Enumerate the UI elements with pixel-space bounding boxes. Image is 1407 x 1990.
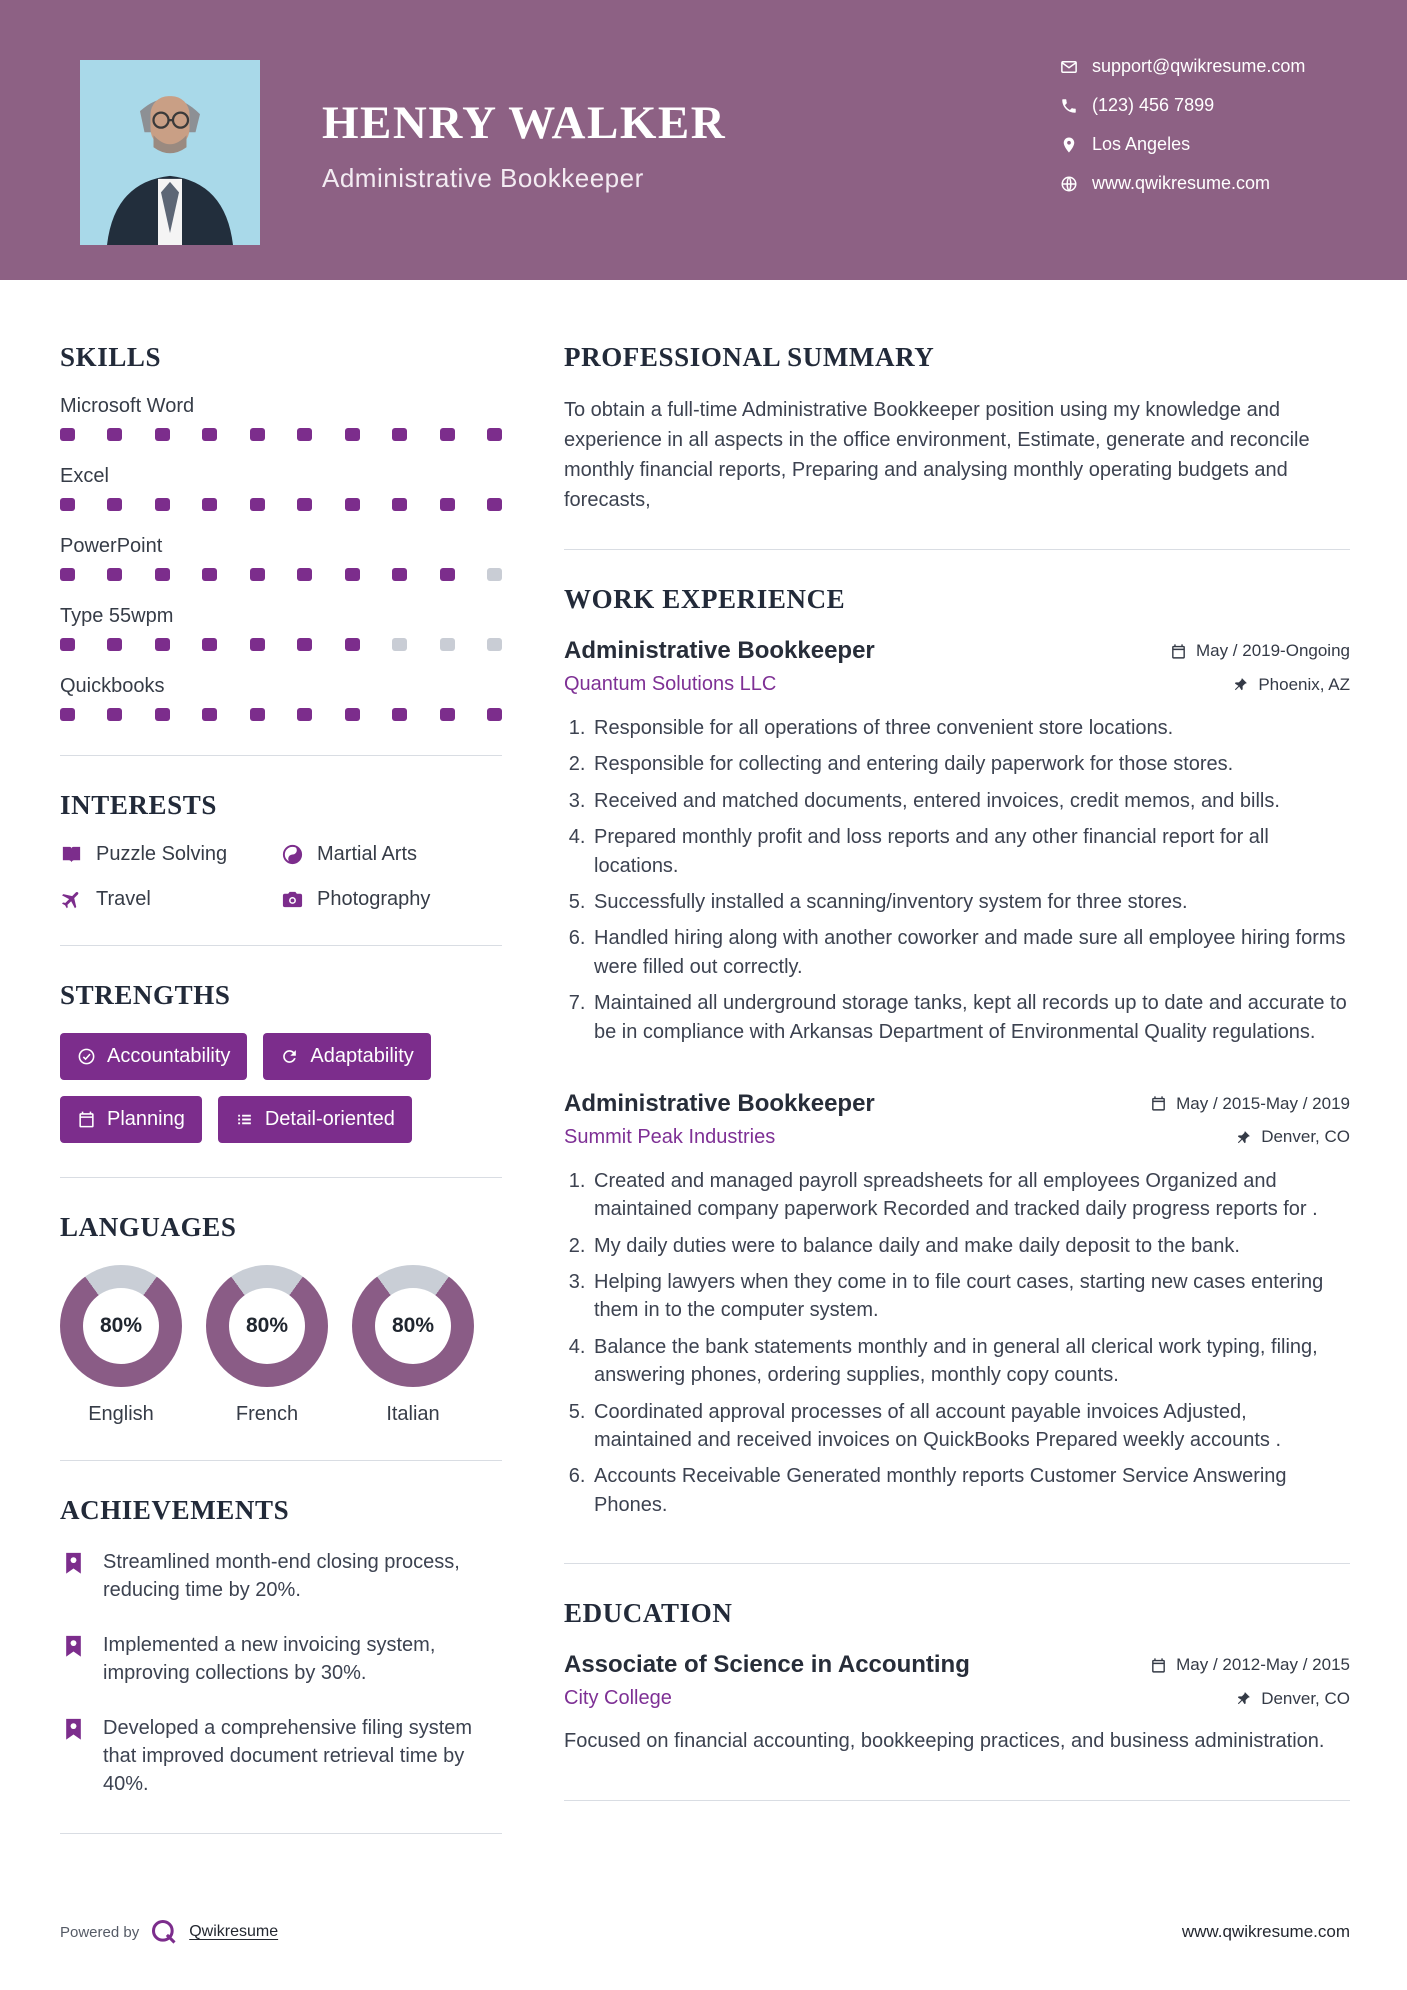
left-column [60, 342, 502, 1868]
interests-heading: INTERESTS [60, 790, 217, 820]
skill-rating-dot [392, 428, 407, 441]
skill-rating-dot [487, 568, 502, 581]
achievement-text: Streamlined month-end closing process, reducing time by 20%. [103, 1551, 460, 1602]
skill-rating-dot [107, 638, 122, 651]
skill-rating [60, 708, 502, 721]
strength-label: Detail-oriented [264, 1108, 395, 1130]
divider [564, 1563, 1350, 1564]
education-heading: EDUCATION [564, 1598, 733, 1629]
contact-location [1060, 134, 1305, 155]
contact-location-text: Los Angeles [1092, 134, 1191, 154]
award-ribbon-icon [60, 1633, 87, 1660]
location-pin-icon [1235, 1129, 1252, 1146]
education-date [1150, 1655, 1350, 1675]
interest-label: Martial Arts [317, 843, 418, 865]
job-bullet: 5. Successfully installed a scanning/inventory system for three stores. [591, 888, 1350, 916]
strength-badge [60, 1033, 247, 1080]
skill-rating-dot [487, 498, 502, 511]
skill-rating-dot [155, 498, 170, 511]
skill-rating-dot [297, 708, 312, 721]
skill-rating [60, 428, 502, 441]
skill-rating-dot [345, 638, 360, 651]
achievement-text: Implemented a new invoicing system, improving collections by 30%. [103, 1633, 436, 1685]
divider [564, 1800, 1350, 1801]
achievement-item [60, 1631, 502, 1688]
skill-name: Type 55wpm [60, 605, 174, 627]
right-column [564, 342, 1350, 1868]
list-icon [235, 1110, 254, 1129]
job-entry-title: Administrative Bookkeeper [564, 1089, 875, 1117]
strength-badge [218, 1096, 412, 1143]
skill-rating-dot [107, 428, 122, 441]
job-company: Quantum Solutions LLC [564, 673, 777, 695]
skill-rating-dot [202, 498, 217, 511]
job-entry [564, 1090, 1350, 1519]
skill-rating-dot [60, 568, 75, 581]
skill-rating-dot [297, 568, 312, 581]
language-item [60, 1265, 182, 1426]
skill-rating-dot [250, 638, 265, 651]
contact-email[interactable] [1060, 56, 1305, 77]
divider [60, 945, 502, 946]
job-location [1232, 675, 1350, 695]
contact-email-text: support@qwikresume.com [1092, 56, 1306, 76]
interest-item [281, 843, 502, 866]
skill-rating-dot [487, 428, 502, 441]
job-date-text: May / 2015-May / 2019 [1176, 1093, 1350, 1113]
header [0, 0, 1407, 280]
skill-rating-dot [107, 568, 122, 581]
interest-item [60, 843, 281, 866]
skill-rating-dot [250, 428, 265, 441]
language-percent: 80% [229, 1288, 305, 1364]
skill-item [60, 465, 502, 511]
language-donut-chart [352, 1265, 474, 1387]
divider [60, 1177, 502, 1178]
education-description: Focused on financial accounting, bookkeeping practices, and business administration. [564, 1730, 1325, 1753]
qwikresume-brand-link[interactable]: Qwikresume [189, 1923, 279, 1940]
skill-rating-dot [440, 428, 455, 441]
skill-rating-dot [250, 498, 265, 511]
calendar-icon [1150, 1095, 1167, 1112]
profile-photo-image [80, 60, 260, 245]
job-bullet: 4. Prepared monthly profit and loss reports and any other financial report for all locations. [591, 823, 1350, 880]
skill-rating-dot [250, 568, 265, 581]
skill-rating-dot [155, 708, 170, 721]
skill-rating-dot [440, 638, 455, 651]
skill-rating-dot [345, 568, 360, 581]
skill-rating-dot [487, 708, 502, 721]
skill-rating-dot [155, 428, 170, 441]
experience-heading: WORK EXPERIENCE [564, 584, 846, 614]
interest-label: Photography [317, 888, 431, 910]
skill-rating [60, 638, 502, 651]
skill-item [60, 605, 502, 651]
contact-phone-text: (123) 456 7899 [1092, 95, 1215, 115]
phone-icon [1060, 97, 1078, 115]
strength-label: Accountability [107, 1045, 231, 1067]
language-label: English [88, 1403, 154, 1425]
job-bullet-list [564, 1167, 1350, 1519]
language-item [206, 1265, 328, 1426]
skill-rating-dot [392, 708, 407, 721]
email-icon [1060, 58, 1078, 76]
language-percent: 80% [375, 1288, 451, 1364]
skill-rating-dot [60, 428, 75, 441]
skills-heading: SKILLS [60, 342, 162, 372]
divider [60, 755, 502, 756]
interests-list [60, 843, 502, 911]
award-ribbon-icon [60, 1550, 87, 1577]
divider [564, 549, 1350, 550]
plane-icon [60, 888, 83, 911]
award-ribbon-icon [60, 1716, 87, 1743]
skill-rating-dot [440, 708, 455, 721]
calendar-icon [1170, 643, 1187, 660]
location-pin-icon [1235, 1690, 1252, 1707]
identity-block [322, 97, 727, 194]
skill-rating-dot [392, 568, 407, 581]
skill-name: Microsoft Word [60, 395, 195, 417]
job-bullet: 6. Handled hiring along with another coworker and made sure all employee hiring forms were filled out correctly. [591, 924, 1350, 981]
education-degree: Associate of Science in Accounting [564, 1651, 970, 1679]
interest-item [281, 888, 502, 911]
job-bullet: 3. Helping lawyers when they come in to file court cases, starting new cases entering them in to the computer system. [591, 1268, 1350, 1325]
skill-rating-dot [107, 708, 122, 721]
skill-rating-dot [107, 498, 122, 511]
skill-name: Quickbooks [60, 675, 165, 697]
skill-rating-dot [60, 498, 75, 511]
contact-website[interactable] [1060, 173, 1305, 194]
job-location-text: Denver, CO [1261, 1127, 1350, 1147]
skill-rating-dot [202, 568, 217, 581]
education-location [1235, 1689, 1350, 1709]
job-bullet: 1. Responsible for all operations of three convenient store locations. [591, 714, 1350, 742]
education-school: City College [564, 1687, 672, 1710]
language-donut-chart [206, 1265, 328, 1387]
check-circle-icon [77, 1047, 96, 1066]
interest-item [60, 888, 281, 911]
language-label: Italian [386, 1403, 440, 1425]
skill-rating-dot [297, 498, 312, 511]
achievement-text: Developed a comprehensive filing system that improved document retrieval time by 40%. [103, 1716, 473, 1796]
skill-rating [60, 568, 502, 581]
interest-label: Puzzle Solving [96, 843, 228, 865]
education-date-text: May / 2012-May / 2015 [1176, 1655, 1350, 1675]
skill-rating-dot [202, 638, 217, 651]
skill-name: PowerPoint [60, 535, 163, 557]
job-bullet: 2. Responsible for collecting and entering daily paperwork for those stores. [591, 750, 1350, 778]
skill-rating-dot [297, 638, 312, 651]
contact-info [1060, 56, 1305, 212]
job-bullet-list [564, 714, 1350, 1046]
job-entry-title: Administrative Bookkeeper [564, 637, 875, 664]
job-location [1235, 1127, 1350, 1147]
skill-name: Excel [60, 465, 109, 487]
skill-rating-dot [297, 428, 312, 441]
skill-rating-dot [202, 708, 217, 721]
calendar-icon [1150, 1657, 1167, 1674]
powered-by-label: Powered by [60, 1923, 140, 1941]
skill-item [60, 535, 502, 581]
achievements-heading: ACHIEVEMENTS [60, 1495, 290, 1525]
location-icon [1060, 136, 1078, 154]
languages-list [60, 1265, 502, 1426]
strengths-heading: STRENGTHS [60, 980, 231, 1010]
job-company: Summit Peak Industries [564, 1125, 776, 1148]
skill-rating-dot [345, 708, 360, 721]
skill-rating-dot [155, 568, 170, 581]
strength-badge [263, 1033, 430, 1080]
skill-rating-dot [440, 568, 455, 581]
strengths-list [60, 1033, 502, 1143]
main-content [0, 280, 1407, 1868]
education-entry [564, 1651, 1350, 1756]
summary-text: To obtain a full-time Administrative Bookkeeper position using my knowledge and experience in all aspects in the office environment, Estimate, generate and reconcile monthly financial reports, Preparing and analysing monthly operating budgets and forecasts, [564, 399, 1310, 511]
job-bullet: 7. Maintained all underground storage tanks, kept all records up to date and accurate to be in compliance with Arkansas Department of Environmental Quality regulations. [591, 989, 1350, 1046]
skill-rating-dot [392, 498, 407, 511]
job-bullet: 3. Received and matched documents, entered invoices, credit memos, and bills. [591, 787, 1350, 815]
skill-rating-dot [60, 638, 75, 651]
skill-rating-dot [345, 498, 360, 511]
job-date-text: May / 2019-Ongoing [1195, 641, 1350, 660]
profile-photo [80, 60, 260, 245]
location-pin-icon [1232, 676, 1249, 693]
skill-rating-dot [202, 428, 217, 441]
refresh-icon [280, 1047, 299, 1066]
job-bullet: 5. Coordinated approval processes of all account payable invoices Adjusted, maintained and received invoices on QuickBooks Prepared weekly accounts . [591, 1398, 1350, 1455]
camera-icon [281, 888, 304, 911]
job-date [1150, 1094, 1350, 1114]
job-location-text: Phoenix, AZ [1258, 674, 1350, 694]
book-icon [60, 843, 83, 866]
person-name: HENRY WALKER [322, 97, 727, 149]
strength-badge [60, 1096, 202, 1143]
skill-item [60, 395, 502, 441]
language-percent: 80% [83, 1288, 159, 1364]
skill-rating-dot [345, 428, 360, 441]
strength-label: Planning [107, 1108, 185, 1130]
interest-label: Travel [96, 888, 151, 910]
skill-rating-dot [250, 708, 265, 721]
divider [60, 1833, 502, 1834]
skill-rating-dot [155, 638, 170, 651]
job-bullet: 1. Created and managed payroll spreadsheets for all employees Organized and maintained company paperwork Recorded and tracked daily progress reports for . [591, 1167, 1350, 1224]
skill-rating-dot [60, 708, 75, 721]
contact-website-text: www.qwikresume.com [1092, 173, 1271, 193]
martial-arts-icon [281, 843, 304, 866]
achievement-item [60, 1548, 502, 1605]
person-job-title: Administrative Bookkeeper [322, 163, 644, 193]
job-date [1170, 641, 1350, 661]
skill-item [60, 675, 502, 721]
qwikresume-logo [150, 1918, 178, 1946]
skill-rating [60, 498, 502, 511]
language-label: French [235, 1403, 299, 1425]
footer-website-link[interactable]: www.qwikresume.com [1181, 1922, 1350, 1941]
achievement-item [60, 1714, 502, 1799]
job-entry [564, 637, 1350, 1046]
skill-rating-dot [392, 638, 407, 651]
job-bullet: 2. My daily duties were to balance daily and make daily deposit to the bank. [591, 1232, 1350, 1260]
strength-label: Adaptability [310, 1045, 414, 1067]
contact-phone[interactable] [1060, 95, 1305, 116]
skill-rating-dot [440, 498, 455, 511]
summary-heading: PROFESSIONAL SUMMARY [564, 342, 935, 372]
job-bullet: 6. Accounts Receivable Generated monthly reports Customer Service Answering Phones. [591, 1462, 1350, 1519]
language-item [352, 1265, 474, 1426]
calendar-icon [77, 1110, 96, 1129]
footer [60, 1918, 1350, 1946]
language-donut-chart [60, 1265, 182, 1387]
website-icon [1060, 175, 1078, 193]
divider [60, 1460, 502, 1461]
languages-heading: LANGUAGES [60, 1212, 237, 1242]
skill-rating-dot [487, 638, 502, 651]
job-bullet: 4. Balance the bank statements monthly and in general all clerical work typing, filing, answering phones, ordering supplies, monthly copy counts. [591, 1333, 1350, 1390]
education-location-text: Denver, CO [1261, 1688, 1350, 1708]
powered-by-block [60, 1918, 278, 1946]
